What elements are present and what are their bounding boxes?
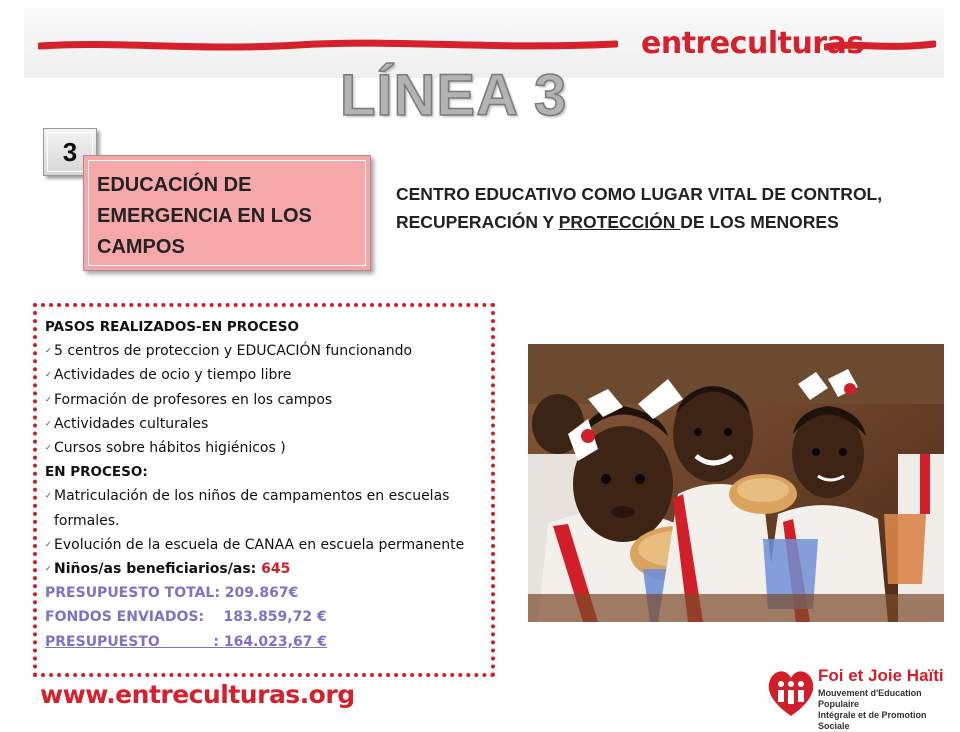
center-text-underlined: PROTECCIÓN (558, 212, 681, 232)
brush-stroke-right (824, 38, 936, 54)
list-item: ✓ Formación de profesores en los campos (45, 388, 483, 412)
progress-box (33, 303, 495, 677)
funds-sent: FONDOS ENVIADOS: 183.859,72 € (45, 609, 327, 626)
center-description (396, 180, 906, 236)
beneficiaries-label: Niños/as beneficiarios/as: (54, 561, 262, 578)
list-item: ✓ Matriculación de los niños de campamentos en escuelas formales. (45, 484, 483, 532)
in-process-heading: EN PROCESO: (45, 464, 148, 481)
beneficiaries-value: 645 (261, 561, 291, 578)
list-item: ✓ Evolución de la escuela de CANAA en escuela permanente (45, 533, 483, 557)
progress-heading: PASOS REALIZADOS-EN PROCESO (45, 319, 299, 335)
section-box (83, 155, 371, 271)
logo-subtitle-2: Intégrale et de Promotion Sociale (818, 710, 927, 731)
website-url[interactable]: www.entreculturas.org (40, 680, 355, 709)
heart-icon (766, 664, 816, 720)
list-item: ✓ Actividades culturales (45, 412, 483, 436)
beneficiaries-line (45, 557, 483, 581)
slide-title: LÍNEA 3 (340, 63, 568, 128)
logo-title: Foi et Joie Haïti (818, 666, 944, 685)
section-title: EDUCACIÓN DE EMERGENCIA EN LOS CAMPOS (88, 160, 366, 266)
budget-total: PRESUPUESTO TOTAL: 209.867€ (45, 585, 299, 602)
center-text-part1: CENTRO EDUCATIVO COMO LUGAR VITAL DE CONTROL, RECUPERACIÓN Y (396, 184, 883, 232)
brand-name: entreculturas (641, 26, 864, 61)
list-item: ✓ Cursos sobre hábitos higiénicos ) (45, 436, 483, 460)
center-text-part2: DE LOS MENORES (680, 212, 839, 232)
foi-et-joie-logo (766, 664, 960, 731)
list-item: ✓ 5 centros de proteccion y EDUCACIÓN funcionando (45, 339, 483, 363)
budget-line: PRESUPUESTO : 164.023,67 € (45, 633, 328, 650)
logo-subtitle-1: Mouvement d'Education Populaire (818, 688, 922, 709)
children-eating-photo (528, 344, 944, 622)
line-number: 3 (47, 132, 93, 172)
list-item: ✓ Actividades de ocio y tiempo libre (45, 363, 483, 387)
logo-subtitle (818, 688, 960, 732)
brush-stroke-left (38, 38, 618, 54)
